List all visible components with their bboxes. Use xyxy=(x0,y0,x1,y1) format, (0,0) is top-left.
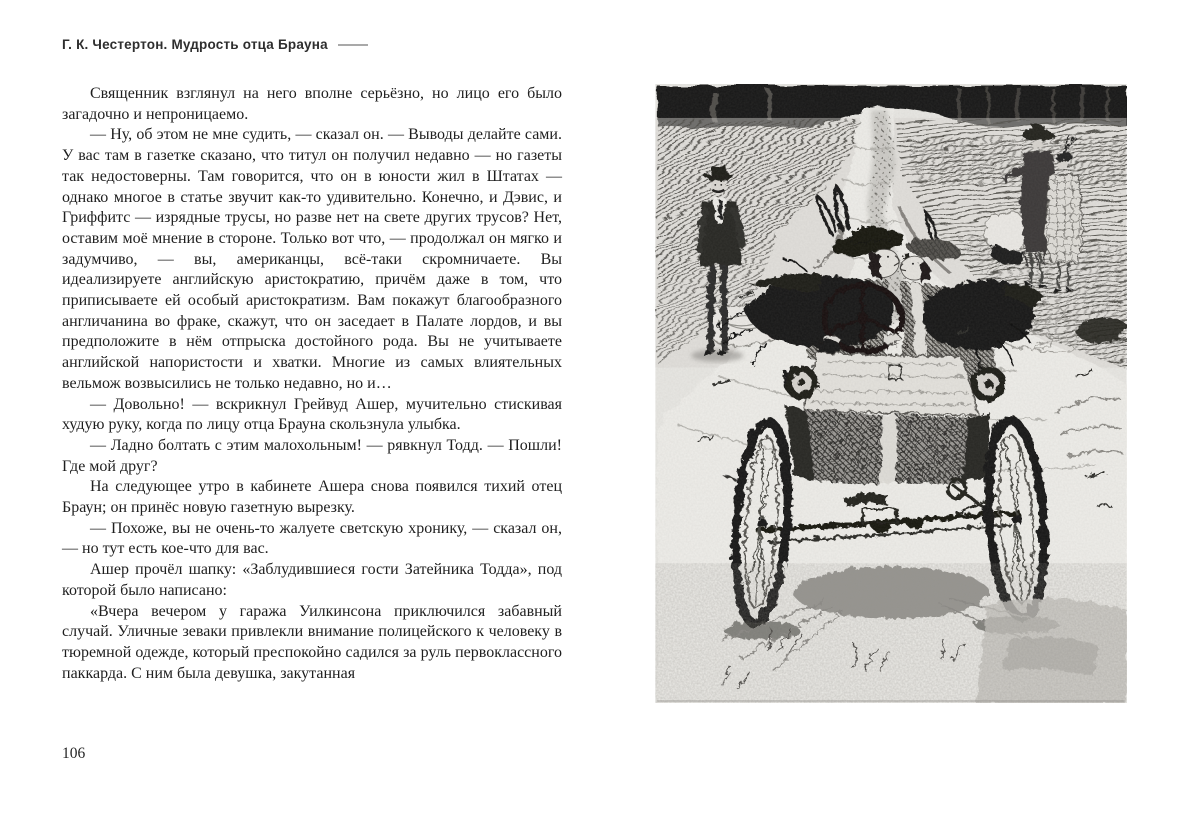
page-number: 106 xyxy=(62,745,86,762)
paragraph: Ашер прочёл шапку: «Заблудившиеся гости Затейника Тодда», под которой было написано: xyxy=(62,561,562,599)
paragraph: — Ладно болтать с этим малохольным! — рявкнул Тодд. — Пошли! Где мой друг? xyxy=(62,436,562,475)
running-head-title: Г. К. Честертон. Мудрость отца Брауна xyxy=(62,37,328,52)
paper-grain xyxy=(655,84,1126,703)
running-head-rule xyxy=(338,44,368,46)
book-illustration xyxy=(655,84,1127,703)
paragraph: — Ну, об этом не мне судить, — сказал он. — Выводы делайте сами. У вас там в газетке сказано, что титул он получил недавно — но газеты так недостоверны. Там говорится, что он в юности жил в Штатах — однако многое в статье звучит как-то удивительно. Конечно, и Дэвис, и Гриффитс — изрядные трусы, но разве нет на свете других трусов? Нет, оставим моё мнение в стороне. Только вот что, — продолжал он мягко и задумчиво, — вы, американцы, всё-таки скромничаете. Вы идеализируете английскую аристократию, причём даже в том, что приписываете ей особый аристократизм. Вам покажут благообразного англичанина во фраке, скажут, что он заседает в Палате лордов, и вы предположите в нём отпрыска достойного рода. Вы не учитываете английской напористости и хватки. Многие из самых влиятельных вельмож возвысились не только недавно, но и… xyxy=(62,126,562,392)
page-text xyxy=(62,84,562,684)
running-head xyxy=(62,37,368,52)
paragraph: На следующее утро в кабинете Ашера снова появился тихий отец Браун; он принёс новую газетную вырезку. xyxy=(62,478,562,517)
paragraph: Священник взглянул на него вполне серьёзно, но лицо его было загадочно и непроницаемо. xyxy=(62,85,562,123)
paragraph: — Похоже, вы не очень-то жалуете светскую хронику, — сказал он, — но тут есть кое-что для вас. xyxy=(62,519,562,558)
paragraph: — Довольно! — вскрикнул Грейвуд Ашер, мучительно стискивая худую руку, когда по лицу отца Брауна скользнула улыбка. xyxy=(62,395,562,434)
paragraph: «Вчера вечером у гаража Уилкинсона приключился забавный случай. Уличные зеваки привлекли внимание полицейского к человеку в тюремной одежде, который преспокойно садился за руль первоклассного паккарда. С ним была девушка, закутанная xyxy=(62,602,562,682)
